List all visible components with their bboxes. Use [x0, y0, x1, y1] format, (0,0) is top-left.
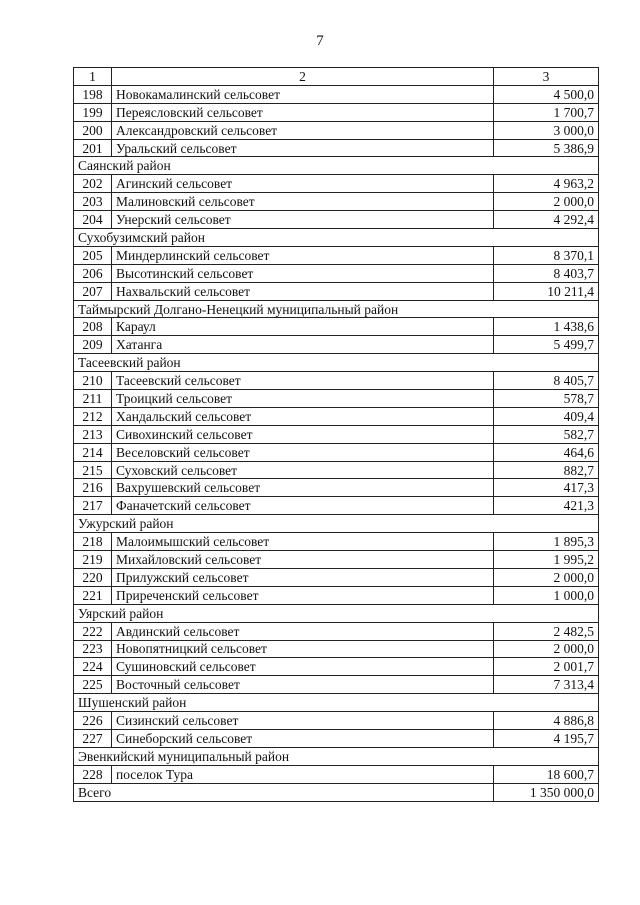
district-name: Сухобузимский район — [74, 229, 599, 247]
amount-value: 1 000,0 — [494, 586, 599, 604]
table-body — [74, 68, 599, 802]
table-row — [74, 139, 599, 157]
district-row — [74, 747, 599, 765]
row-number: 226 — [74, 712, 112, 730]
row-number: 215 — [74, 461, 112, 479]
table-row — [74, 246, 599, 264]
settlement-name: Миндерлинский сельсовет — [112, 246, 494, 264]
amount-value: 8 403,7 — [494, 264, 599, 282]
budget-table — [73, 67, 599, 802]
table-row — [74, 497, 599, 515]
row-number: 218 — [74, 533, 112, 551]
amount-value: 578,7 — [494, 390, 599, 408]
settlement-name: Высотинский сельсовет — [112, 264, 494, 282]
row-number: 220 — [74, 568, 112, 586]
row-number: 224 — [74, 658, 112, 676]
amount-value: 582,7 — [494, 425, 599, 443]
amount-value: 1 895,3 — [494, 533, 599, 551]
header-col-2: 2 — [112, 68, 494, 86]
table-row — [74, 640, 599, 658]
district-name: Ужурский район — [74, 515, 599, 533]
amount-value: 4 500,0 — [494, 85, 599, 103]
district-row — [74, 515, 599, 533]
amount-value: 2 000,0 — [494, 193, 599, 211]
table-row — [74, 282, 599, 300]
row-number: 208 — [74, 318, 112, 336]
row-number: 225 — [74, 676, 112, 694]
amount-value: 4 886,8 — [494, 712, 599, 730]
table-row — [74, 211, 599, 229]
table-row — [74, 712, 599, 730]
row-number: 205 — [74, 246, 112, 264]
district-row — [74, 229, 599, 247]
district-name: Таймырский Долгано-Ненецкий муниципальный район — [74, 300, 599, 318]
district-name: Саянский район — [74, 157, 599, 175]
settlement-name: Унерский сельсовет — [112, 211, 494, 229]
amount-value: 8 405,7 — [494, 372, 599, 390]
settlement-name: Нахвальский сельсовет — [112, 282, 494, 300]
settlement-name: Веселовский сельсовет — [112, 443, 494, 461]
district-row — [74, 157, 599, 175]
settlement-name: Авдинский сельсовет — [112, 622, 494, 640]
row-number: 204 — [74, 211, 112, 229]
row-number: 228 — [74, 765, 112, 783]
table-row — [74, 729, 599, 747]
district-row — [74, 354, 599, 372]
settlement-name: Александровский сельсовет — [112, 121, 494, 139]
row-number: 202 — [74, 175, 112, 193]
table-row — [74, 765, 599, 783]
table-row — [74, 461, 599, 479]
district-name: Шушенский район — [74, 694, 599, 712]
amount-value: 2 000,0 — [494, 568, 599, 586]
row-number: 222 — [74, 622, 112, 640]
settlement-name: Новокамалинский сельсовет — [112, 85, 494, 103]
table-row — [74, 264, 599, 282]
table-row — [74, 479, 599, 497]
row-number: 219 — [74, 551, 112, 569]
row-number: 203 — [74, 193, 112, 211]
table-row — [74, 103, 599, 121]
settlement-name: Хандальский сельсовет — [112, 407, 494, 425]
district-name: Эвенкийский муниципальный район — [74, 747, 599, 765]
settlement-name: Переясловский сельсовет — [112, 103, 494, 121]
table-row — [74, 568, 599, 586]
settlement-name: поселок Тура — [112, 765, 494, 783]
page-number: 7 — [316, 33, 324, 49]
table-row — [74, 175, 599, 193]
settlement-name: Восточный сельсовет — [112, 676, 494, 694]
settlement-name: Троицкий сельсовет — [112, 390, 494, 408]
amount-value: 417,3 — [494, 479, 599, 497]
amount-value: 2 482,5 — [494, 622, 599, 640]
settlement-name: Сизинский сельсовет — [112, 712, 494, 730]
amount-value: 5 499,7 — [494, 336, 599, 354]
table-row — [74, 336, 599, 354]
settlement-name: Сивохинский сельсовет — [112, 425, 494, 443]
row-number: 211 — [74, 390, 112, 408]
table-row — [74, 372, 599, 390]
amount-value: 1 995,2 — [494, 551, 599, 569]
settlement-name: Хатанга — [112, 336, 494, 354]
amount-value: 18 600,7 — [494, 765, 599, 783]
total-row — [74, 783, 599, 801]
row-number: 207 — [74, 282, 112, 300]
row-number: 212 — [74, 407, 112, 425]
settlement-name: Вахрушевский сельсовет — [112, 479, 494, 497]
table-row — [74, 586, 599, 604]
row-number: 223 — [74, 640, 112, 658]
amount-value: 1 438,6 — [494, 318, 599, 336]
settlement-name: Новопятницкий сельсовет — [112, 640, 494, 658]
settlement-name: Малоимышский сельсовет — [112, 533, 494, 551]
total-value: 1 350 000,0 — [494, 783, 599, 801]
amount-value: 4 195,7 — [494, 729, 599, 747]
row-number: 213 — [74, 425, 112, 443]
settlement-name: Сушиновский сельсовет — [112, 658, 494, 676]
settlement-name: Синеборский сельсовет — [112, 729, 494, 747]
row-number: 201 — [74, 139, 112, 157]
settlement-name: Караул — [112, 318, 494, 336]
table-row — [74, 676, 599, 694]
row-number: 217 — [74, 497, 112, 515]
district-name: Уярский район — [74, 604, 599, 622]
total-label: Всего — [74, 783, 494, 801]
row-number: 199 — [74, 103, 112, 121]
district-row — [74, 604, 599, 622]
row-number: 209 — [74, 336, 112, 354]
amount-value: 409,4 — [494, 407, 599, 425]
header-col-3: 3 — [494, 68, 599, 86]
amount-value: 4 963,2 — [494, 175, 599, 193]
settlement-name: Приреченский сельсовет — [112, 586, 494, 604]
amount-value: 421,3 — [494, 497, 599, 515]
amount-value: 2 000,0 — [494, 640, 599, 658]
settlement-name: Фаначетский сельсовет — [112, 497, 494, 515]
amount-value: 464,6 — [494, 443, 599, 461]
table-row — [74, 85, 599, 103]
row-number: 200 — [74, 121, 112, 139]
table-row — [74, 551, 599, 569]
table-row — [74, 407, 599, 425]
table-header-row — [74, 68, 599, 86]
settlement-name: Прилужский сельсовет — [112, 568, 494, 586]
row-number: 221 — [74, 586, 112, 604]
amount-value: 5 386,9 — [494, 139, 599, 157]
row-number: 214 — [74, 443, 112, 461]
amount-value: 10 211,4 — [494, 282, 599, 300]
table-row — [74, 193, 599, 211]
settlement-name: Агинский сельсовет — [112, 175, 494, 193]
row-number: 206 — [74, 264, 112, 282]
table-row — [74, 121, 599, 139]
district-row — [74, 694, 599, 712]
amount-value: 882,7 — [494, 461, 599, 479]
row-number: 198 — [74, 85, 112, 103]
amount-value: 8 370,1 — [494, 246, 599, 264]
settlement-name: Тасеевский сельсовет — [112, 372, 494, 390]
settlement-name: Уральский сельсовет — [112, 139, 494, 157]
table-row — [74, 533, 599, 551]
header-col-1: 1 — [74, 68, 112, 86]
amount-value: 3 000,0 — [494, 121, 599, 139]
table-row — [74, 390, 599, 408]
district-name: Тасеевский район — [74, 354, 599, 372]
settlement-name: Малиновский сельсовет — [112, 193, 494, 211]
table-row — [74, 443, 599, 461]
amount-value: 7 313,4 — [494, 676, 599, 694]
table-row — [74, 658, 599, 676]
settlement-name: Михайловский сельсовет — [112, 551, 494, 569]
amount-value: 1 700,7 — [494, 103, 599, 121]
row-number: 210 — [74, 372, 112, 390]
amount-value: 2 001,7 — [494, 658, 599, 676]
district-row — [74, 300, 599, 318]
table-row — [74, 318, 599, 336]
settlement-name: Суховский сельсовет — [112, 461, 494, 479]
row-number: 227 — [74, 729, 112, 747]
table-row — [74, 425, 599, 443]
amount-value: 4 292,4 — [494, 211, 599, 229]
table-row — [74, 622, 599, 640]
row-number: 216 — [74, 479, 112, 497]
